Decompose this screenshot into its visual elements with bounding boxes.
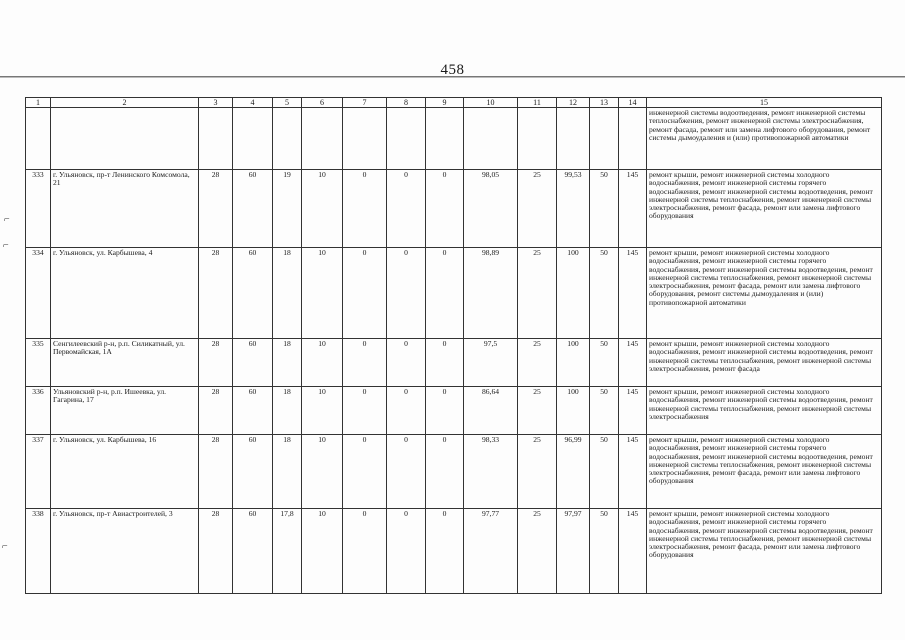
cell-c6: 10 <box>302 248 343 339</box>
cell-c10: 97,5 <box>464 339 518 387</box>
cell-c5: 18 <box>273 248 302 339</box>
cell-c6: 10 <box>302 509 343 594</box>
cell-c10: 97,77 <box>464 509 518 594</box>
column-number-11: 11 <box>518 98 557 108</box>
column-number-10: 10 <box>464 98 518 108</box>
cell-c7: 0 <box>343 435 387 509</box>
cell-addr: г. Ульяновск, пр-т Ленинского Комсомола, 21 <box>51 170 199 248</box>
column-number-7: 7 <box>343 98 387 108</box>
cell-empty <box>557 108 590 170</box>
cell-c10: 98,33 <box>464 435 518 509</box>
cell-empty <box>199 108 233 170</box>
cell-addr: г. Ульяновск, ул. Карбышева, 16 <box>51 435 199 509</box>
page-number: 458 <box>440 62 465 78</box>
table-row <box>26 387 882 435</box>
table-body <box>26 98 882 594</box>
column-number-6: 6 <box>302 98 343 108</box>
cell-c12: 100 <box>557 387 590 435</box>
cell-c12: 96,99 <box>557 435 590 509</box>
cell-c3: 28 <box>199 170 233 248</box>
cell-empty <box>464 108 518 170</box>
cell-empty <box>51 108 199 170</box>
cell-c4: 60 <box>233 339 273 387</box>
cell-empty <box>426 108 464 170</box>
column-number-row <box>26 98 882 108</box>
cell-c14: 145 <box>619 339 647 387</box>
cell-c13: 50 <box>590 170 619 248</box>
cell-c9: 0 <box>426 509 464 594</box>
cell-c7: 0 <box>343 339 387 387</box>
cell-empty <box>26 108 51 170</box>
table-row <box>26 509 882 594</box>
cell-c11: 25 <box>518 387 557 435</box>
cell-c14: 145 <box>619 435 647 509</box>
cell-c5: 19 <box>273 170 302 248</box>
cell-n: 335 <box>26 339 51 387</box>
cell-c14: 145 <box>619 170 647 248</box>
cell-n: 334 <box>26 248 51 339</box>
cell-works: ремонт крыши, ремонт инженерной системы холодного водоснабжения, ремонт инженерной системы горячего водоснабжения, ремонт инженерной системы водоотведения, ремонт инженерной системы теплоснабжения, ремонт инженерной системы электроснабжения, ремонт фасада, ремонт или замена лифтового оборудования <box>647 509 882 594</box>
column-number-8: 8 <box>387 98 426 108</box>
cell-c13: 50 <box>590 435 619 509</box>
cell-empty <box>518 108 557 170</box>
cell-c6: 10 <box>302 170 343 248</box>
cell-c3: 28 <box>199 435 233 509</box>
cell-c7: 0 <box>343 170 387 248</box>
cell-c8: 0 <box>387 339 426 387</box>
cell-n: 336 <box>26 387 51 435</box>
cell-c14: 145 <box>619 248 647 339</box>
scan-mark: ⌐ <box>4 214 10 225</box>
cell-c3: 28 <box>199 339 233 387</box>
cell-c8: 0 <box>387 435 426 509</box>
cell-c10: 98,89 <box>464 248 518 339</box>
cell-n: 337 <box>26 435 51 509</box>
cell-c9: 0 <box>426 435 464 509</box>
cell-c12: 100 <box>557 248 590 339</box>
cell-works: ремонт крыши, ремонт инженерной системы холодного водоснабжения, ремонт инженерной системы горячего водоснабжения, ремонт инженерной системы водоотведения, ремонт инженерной системы теплоснабжения, ремонт инженерной системы электроснабжения, ремонт фасада, ремонт или замена лифтового оборудования, ремонт системы дымоудаления и (или) противопожарной автоматики <box>647 248 882 339</box>
cell-n: 338 <box>26 509 51 594</box>
cell-c14: 145 <box>619 509 647 594</box>
cell-c7: 0 <box>343 509 387 594</box>
column-number-9: 9 <box>426 98 464 108</box>
cell-c3: 28 <box>199 248 233 339</box>
cell-c4: 60 <box>233 435 273 509</box>
cell-c4: 60 <box>233 387 273 435</box>
cell-works: ремонт крыши, ремонт инженерной системы холодного водоснабжения, ремонт инженерной системы водоотведения, ремонт инженерной системы теплоснабжения, ремонт инженерной системы электроснабжения, ремонт фасада <box>647 339 882 387</box>
cell-c11: 25 <box>518 435 557 509</box>
cell-c3: 28 <box>199 387 233 435</box>
column-number-5: 5 <box>273 98 302 108</box>
cell-empty <box>233 108 273 170</box>
cell-works: ремонт крыши, ремонт инженерной системы холодного водоснабжения, ремонт инженерной системы водоотведения, ремонт инженерной системы теплоснабжения, ремонт инженерной системы электроснабжения <box>647 387 882 435</box>
column-number-3: 3 <box>199 98 233 108</box>
cell-c8: 0 <box>387 509 426 594</box>
cell-c8: 0 <box>387 248 426 339</box>
cell-c12: 100 <box>557 339 590 387</box>
cell-empty <box>387 108 426 170</box>
cell-n: 333 <box>26 170 51 248</box>
cell-works: ремонт крыши, ремонт инженерной системы холодного водоснабжения, ремонт инженерной системы горячего водоснабжения, ремонт инженерной системы водоотведения, ремонт инженерной системы теплоснабжения, ремонт инженерной системы электроснабжения, ремонт фасада, ремонт или замена лифтового оборудования <box>647 435 882 509</box>
cell-c3: 28 <box>199 509 233 594</box>
cell-works-continuation: инженерной системы водоотведения, ремонт инженерной системы теплоснабжения, ремонт инженерной системы электроснабжения, ремонт фасада, ремонт или замена лифтового оборудования, ремонт системы дымоудаления и (или) противопожарной автоматики <box>647 108 882 170</box>
cell-c6: 10 <box>302 387 343 435</box>
cell-c10: 98,05 <box>464 170 518 248</box>
cell-c6: 10 <box>302 435 343 509</box>
cell-c5: 18 <box>273 339 302 387</box>
cell-empty <box>273 108 302 170</box>
cell-c11: 25 <box>518 339 557 387</box>
cell-works: ремонт крыши, ремонт инженерной системы холодного водоснабжения, ремонт инженерной системы горячего водоснабжения, ремонт инженерной системы водоотведения, ремонт инженерной системы теплоснабжения, ремонт инженерной системы электроснабжения, ремонт фасада, ремонт или замена лифтового оборудования <box>647 170 882 248</box>
column-number-1: 1 <box>26 98 51 108</box>
cell-c4: 60 <box>233 509 273 594</box>
cell-c14: 145 <box>619 387 647 435</box>
cell-empty <box>302 108 343 170</box>
cell-c7: 0 <box>343 387 387 435</box>
cell-c8: 0 <box>387 170 426 248</box>
cell-c9: 0 <box>426 170 464 248</box>
cell-c8: 0 <box>387 387 426 435</box>
cell-empty <box>619 108 647 170</box>
column-number-4: 4 <box>233 98 273 108</box>
cell-c4: 60 <box>233 170 273 248</box>
cell-c13: 50 <box>590 387 619 435</box>
table-row <box>26 339 882 387</box>
cell-addr: Ульяновский р-н, р.п. Ишеевка, ул. Гагарина, 17 <box>51 387 199 435</box>
table-row <box>26 248 882 339</box>
cell-empty <box>590 108 619 170</box>
cell-c6: 10 <box>302 339 343 387</box>
cell-c5: 17,8 <box>273 509 302 594</box>
cell-c9: 0 <box>426 387 464 435</box>
cell-c13: 50 <box>590 339 619 387</box>
cell-c11: 25 <box>518 170 557 248</box>
cell-c13: 50 <box>590 509 619 594</box>
cell-c12: 97,97 <box>557 509 590 594</box>
column-number-13: 13 <box>590 98 619 108</box>
cell-c5: 18 <box>273 387 302 435</box>
cell-c4: 60 <box>233 248 273 339</box>
table-row <box>26 435 882 509</box>
cell-c11: 25 <box>518 509 557 594</box>
cell-c5: 18 <box>273 435 302 509</box>
cell-addr: г. Ульяновск, ул. Карбышева, 4 <box>51 248 199 339</box>
continuation-row <box>26 108 882 170</box>
housing-register-table <box>25 97 882 594</box>
cell-c9: 0 <box>426 248 464 339</box>
column-number-15: 15 <box>647 98 882 108</box>
column-number-12: 12 <box>557 98 590 108</box>
scan-mark: ⌐ <box>3 240 9 251</box>
cell-c9: 0 <box>426 339 464 387</box>
cell-c11: 25 <box>518 248 557 339</box>
cell-addr: Сенгилеевский р-н, р.п. Силикатный, ул. Первомайская, 1А <box>51 339 199 387</box>
cell-c13: 50 <box>590 248 619 339</box>
cell-addr: г. Ульяновск, пр-т Авиастроителей, 3 <box>51 509 199 594</box>
cell-empty <box>343 108 387 170</box>
cell-c10: 86,64 <box>464 387 518 435</box>
table-row <box>26 170 882 248</box>
column-number-2: 2 <box>51 98 199 108</box>
scan-mark: ⌐ <box>2 541 8 552</box>
column-number-14: 14 <box>619 98 647 108</box>
cell-c7: 0 <box>343 248 387 339</box>
cell-c12: 99,53 <box>557 170 590 248</box>
